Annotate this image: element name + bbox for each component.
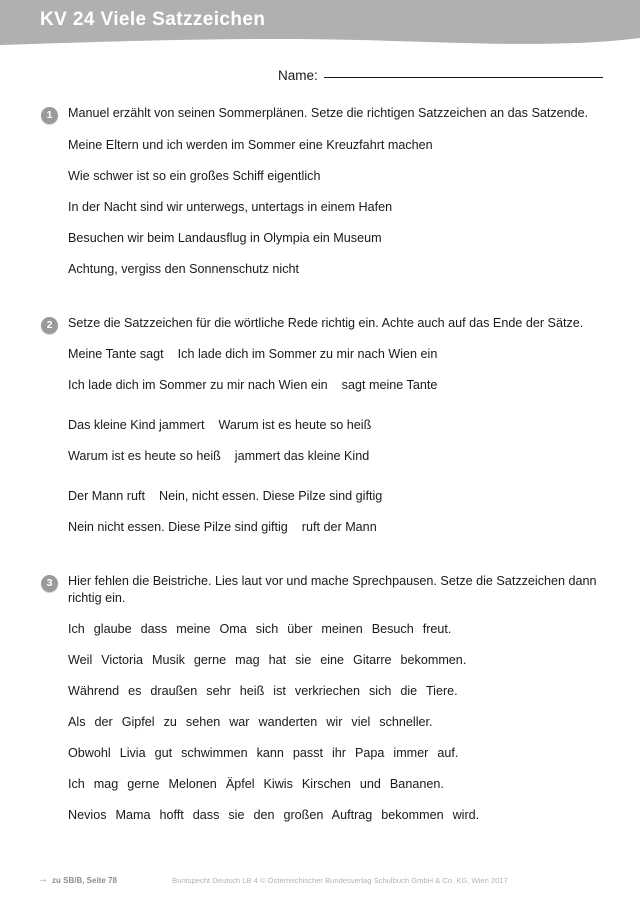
header-banner xyxy=(0,0,640,52)
page-title: KV 24 Viele Satzzeichen xyxy=(40,9,266,30)
exercise-instruction: Setze die Satzzeichen für die wörtliche Rede richtig ein. Achte auch auf das Ende der Sätze. xyxy=(68,315,584,330)
exercise-2-lines xyxy=(68,346,606,535)
exercise-line[interactable]: Meine Tante sagt Ich lade dich im Sommer zu mir nach Wien ein xyxy=(68,347,438,361)
exercise-line[interactable]: Weil Victoria Musik gerne mag hat sie eine Gitarre bekommen. xyxy=(68,653,467,667)
name-label: Name: xyxy=(278,68,318,83)
exercise-line[interactable]: Als der Gipfel zu sehen war wanderten wir viel schneller. xyxy=(68,715,433,729)
exercise-line[interactable]: Ich mag gerne Melonen Äpfel Kiwis Kirschen und Bananen. xyxy=(68,777,444,791)
exercise-line[interactable]: Meine Eltern und ich werden im Sommer eine Kreuzfahrt machen xyxy=(68,137,433,152)
exercise-line[interactable]: Der Mann ruft Nein, nicht essen. Diese Pilze sind giftig xyxy=(68,489,383,503)
exercise-line[interactable]: Besuchen wir beim Landausflug in Olympia ein Museum xyxy=(68,230,382,245)
exercise-1-lines xyxy=(68,137,606,277)
exercise-number-badge: 2 xyxy=(41,317,58,334)
exercise-instruction: Hier fehlen die Beistriche. Lies laut vor und mache Sprechpausen. Setze die Satzzeichen dann richtig ein. xyxy=(68,574,597,605)
exercise-line[interactable]: Warum ist es heute so heiß jammert das kleine Kind xyxy=(68,449,370,463)
footer-copyright: Buntspecht Deutsch LB 4 © Österreichischer Bundesverlag Schulbuch GmbH & Co. KG, Wien 2017 xyxy=(172,876,508,885)
exercise-3-lines xyxy=(68,621,606,823)
exercise-line[interactable]: Obwohl Livia gut schwimmen kann passt ihr Papa immer auf. xyxy=(68,746,459,760)
exercise-line[interactable]: Ich glaube dass meine Oma sich über meinen Besuch freut. xyxy=(68,622,452,636)
exercise-line[interactable]: Das kleine Kind jammert Warum ist es heute so heiß xyxy=(68,418,372,432)
exercise-line[interactable]: Ich lade dich im Sommer zu mir nach Wien ein sagt meine Tante xyxy=(68,378,438,392)
exercise-number-badge: 1 xyxy=(41,107,58,124)
worksheet-content xyxy=(0,105,640,823)
exercise-instruction: Manuel erzählt von seinen Sommerplänen. Setze die richtigen Satzzeichen an das Satzende. xyxy=(68,106,589,120)
exercise-line[interactable]: Wie schwer ist so ein großes Schiff eigentlich xyxy=(68,168,321,183)
exercise-line[interactable]: Nevios Mama hofft dass sie den großen Auftrag bekommen wird. xyxy=(68,808,480,822)
name-field[interactable] xyxy=(278,68,603,83)
exercise-line[interactable]: Achtung, vergiss den Sonnenschutz nicht xyxy=(68,261,300,276)
name-input-rule[interactable] xyxy=(324,77,603,78)
exercise-3 xyxy=(0,573,640,823)
exercise-line[interactable]: Nein nicht essen. Diese Pilze sind giftig ruft der Mann xyxy=(68,520,377,534)
exercise-2 xyxy=(0,315,640,536)
exercise-1 xyxy=(0,105,640,277)
footer xyxy=(0,875,640,891)
arrow-right-icon: → xyxy=(38,874,48,885)
exercise-line[interactable]: Während es draußen sehr heiß ist verkriechen sich die Tiere. xyxy=(68,684,458,698)
exercise-line[interactable]: In der Nacht sind wir unterwegs, untertags in einem Hafen xyxy=(68,199,393,214)
footer-reference-label: zu SB/B, Seite 78 xyxy=(52,875,117,885)
exercise-number-badge: 3 xyxy=(41,575,58,592)
